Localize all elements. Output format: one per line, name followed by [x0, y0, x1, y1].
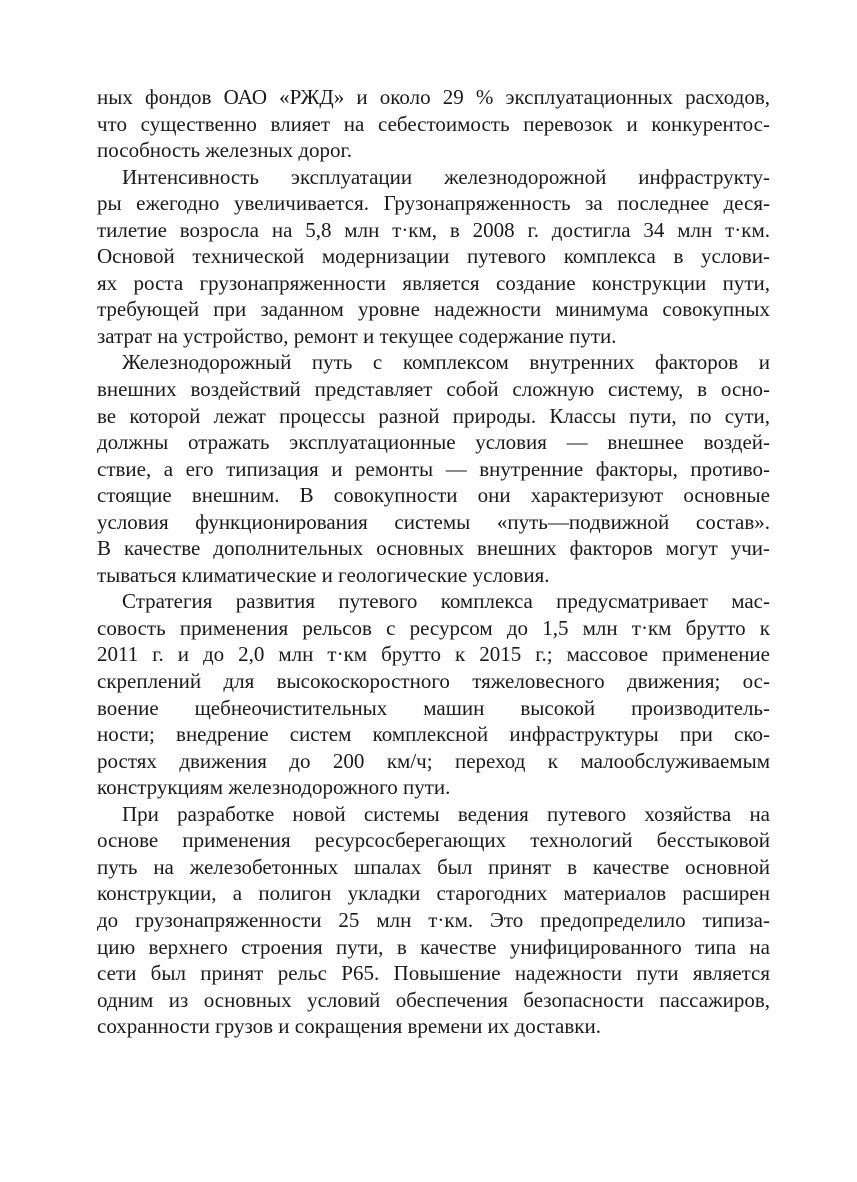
paragraph [97, 349, 770, 588]
text-line: Стратегия развития путевого комплекса предусматривает мас- [122, 589, 770, 614]
text-line: тилетие возросла на 5,8 млн т·км, в 2008 г. достигла 34 млн т·км. [97, 217, 770, 242]
text-line: требующей при заданном уровне надежности минимума совокупных [97, 297, 770, 322]
text-line: скреплений для высокоскоростного тяжеловесного движения; ос- [97, 669, 770, 694]
text-line: пособность железных дорог. [97, 138, 353, 163]
text-line: сети был принят рельс Р65. Повышение надежности пути является [97, 961, 770, 986]
text-line: ве которой лежат процессы разной природы. Классы пути, по сути, [97, 403, 770, 428]
text-line: цию верхнего строения пути, в качестве унифицированного типа на [97, 934, 770, 959]
text-line: сохранности грузов и сокращения времени их доставки. [97, 1014, 601, 1039]
text-line: условия функционирования системы «путь—подвижной состав». [97, 509, 770, 534]
text-line: одним из основных условий обеспечения безопасности пассажиров, [97, 987, 770, 1012]
text-line: путь на железобетонных шпалах был принят в качестве основной [97, 854, 770, 879]
text-line: тываться климатические и геологические условия. [97, 562, 550, 587]
text-line: В качестве дополнительных основных внешних факторов могут учи- [97, 536, 770, 561]
text-line: Интенсивность эксплуатации железнодорожной инфраструкту- [122, 164, 770, 189]
text-line: ности; внедрение систем комплексной инфраструктуры при ско- [97, 722, 770, 747]
text-line: конструкциям железнодорожного пути. [97, 775, 451, 800]
paragraph [97, 84, 770, 164]
text-line: стоящие внешним. В совокупности они характеризуют основные [97, 483, 770, 508]
text-line: внешних воздействий представляет собой сложную систему, в осно- [97, 377, 770, 402]
text-line: 2011 г. и до 2,0 млн т·км брутто к 2015 г.; массовое применение [97, 642, 770, 667]
text-line: должны отражать эксплуатационные условия — внешнее воздей- [97, 430, 770, 455]
text-line: Основой технической модернизации путевого комплекса в услови- [97, 244, 770, 269]
text-line: до грузонапряженности 25 млн т·км. Это предопределило типиза- [97, 907, 770, 932]
paragraph [97, 588, 770, 800]
paragraph [97, 164, 770, 350]
paragraph [97, 801, 770, 1040]
text-line: ствие, а его типизация и ремонты — внутренние факторы, противо- [97, 456, 770, 481]
text-line: Железнодорожный путь с комплексом внутренних факторов и [122, 350, 770, 375]
text-line: ях роста грузонапряженности является создание конструкции пути, [97, 270, 770, 295]
text-line: что существенно влияет на себестоимость перевозок и конкурентос- [97, 111, 770, 136]
text-line: совость применения рельсов с ресурсом до 1,5 млн т·км брутто к [97, 615, 770, 640]
document-page [97, 84, 770, 1040]
text-line: затрат на устройство, ремонт и текущее содержание пути. [97, 323, 617, 348]
text-line: ры ежегодно увеличивается. Грузонапряженность за последнее деся- [97, 191, 770, 216]
text-line: конструкции, а полигон укладки старогодних материалов расширен [97, 881, 770, 906]
text-line: ных фондов ОАО «РЖД» и около 29 % эксплуатационных расходов, [97, 85, 770, 109]
text-line: основе применения ресурсосберегающих технологий бесстыковой [97, 828, 770, 853]
text-line: ростях движения до 200 км/ч; переход к малообслуживаемым [97, 748, 770, 773]
text-line: При разработке новой системы ведения путевого хозяйства на [122, 801, 770, 826]
text-line: воение щебнеочистительных машин высокой производитель- [97, 695, 770, 720]
